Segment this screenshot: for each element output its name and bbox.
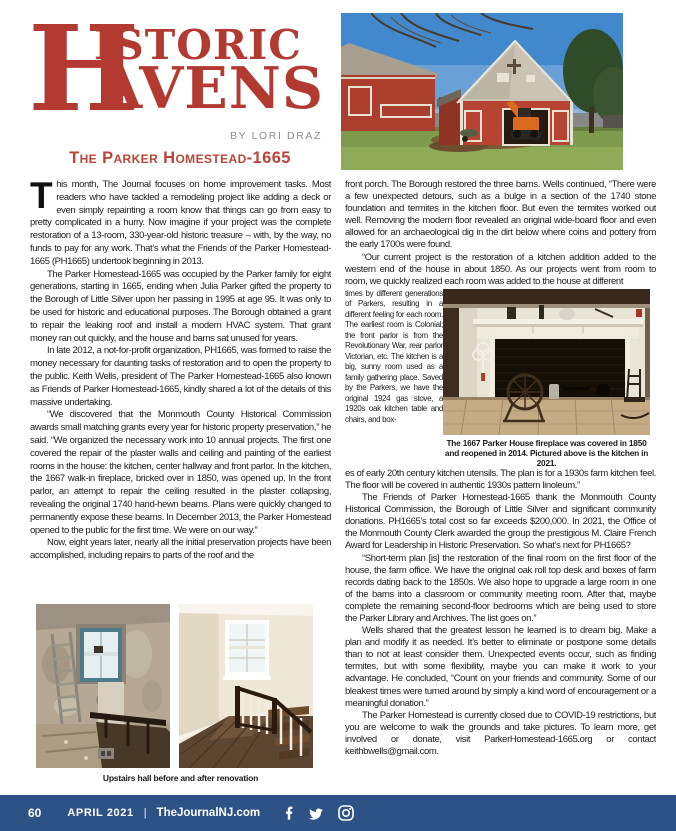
paragraph: Now, eight years later, nearly all the initial preservation projects have been accomplished, including repairs to parts of the roof and the [30, 537, 331, 562]
paragraph: The Parker Homestead is currently closed due to COVID-19 restrictions, but you are welcome to walk the grounds and take pictures. To learn more, get involved or donate, visit ParkerHomestead-1665.org or contact keithbwells@gmail.com. [345, 709, 656, 757]
footer-bar [0, 795, 676, 831]
footer-separator: | [143, 807, 147, 819]
masthead [28, 0, 332, 174]
fireplace-photo [443, 289, 650, 435]
twitter-icon[interactable] [307, 806, 325, 821]
column-2 [345, 179, 656, 793]
paragraph: es of early 20th century kitchen utensils. The plan is for a 1930s farm kitchen feel. The floor will be covered in authentic 1930s pattern linoleum.” [345, 467, 656, 491]
paragraph: In late 2012, a not-for-profit organization, PH1665, was formed to raise the money necessary for daunting tasks of restoration and to open the property to the public. Keith Wells, president of The Parker Homestead-1665 also known as Friends of Parker Homestead-1665, kindly shared a lot of the details of this massive undertaking. [30, 345, 331, 408]
website-link[interactable]: TheJournalNJ.com [156, 807, 261, 819]
fireplace-caption: The 1667 Parker House fireplace was covered in 1850 and reopened in 2014. Pictured above is the kitchen in 2021. [444, 437, 649, 468]
paragraph: “We discovered that the Monmouth County Historical Commission awards small matching grants every year for historic property preservation,” he said. “We organized the necessary work into 10 annual projects. The first one covered the repair of the plaster walls and ceiling and painting of the earliest rooms in the house: the kitchen, center hallway and front parlor. In the kitchen, the 1667 walk-in fireplace, bricked over in 1850, was opened up. In the front parlor, an attempt to repair the ceiling resulted in the plaster collapsing, revealing the original 1740 hand-hewn beams. Plans were quickly changed to permanently expose these beams. In December 2013, the Parker Homestead opened to the public for the first time. We were on our way.” [30, 409, 331, 536]
paragraph: “Our current project is the restoration of a kitchen addition added to the western end of the house in about 1850. As our projects went from room to room, we quickly realized each room was added to the house at different [345, 251, 656, 287]
issue-date: APRIL 2021 [67, 807, 134, 819]
social-icons [284, 805, 354, 821]
byline: BY LORI DRAZ [230, 130, 322, 142]
page-number: 60 [28, 806, 42, 820]
facebook-icon[interactable] [284, 805, 294, 821]
title-line-2: AVENS [98, 55, 325, 122]
fireplace-wrap-row [345, 289, 656, 468]
instagram-icon[interactable] [338, 805, 354, 821]
title-initial: H [28, 0, 140, 138]
paragraph-text: his month, The Journal focuses on home improvement tasks. Most readers who have tackled a remodeling project like adding a deck or even simply repainting a room know that things can go from easy to pretty complicated in a hurry. Now imagine if your project was the complete restoration of a 13-room, 330-year-old historic treasure – with, by the way, no funds to pay for any work. That’s what the Friends of the Parker Homestead-1665 (PH1665) undertook beginning in 2013. [30, 179, 331, 267]
title-line-1: ISTORIC [94, 21, 302, 69]
drop-cap: T [30, 179, 53, 216]
paragraph: The Parker Homestead-1665 was occupied by the Parker family for eight generations, starting in 1665, ending when Julia Parker gifted the property to the Borough of Little Silver upon her passing in 1995 at age 95. It was only to be used for historic and educational purposes. The Borough obtained a grant to repair the leaking roof and install a modern HVAC system. That grant money ran out quickly, and the house and barns sat unused for years. [30, 268, 331, 344]
paragraph: Wells shared that the greatest lesson he learned is to dream big. Make a plan and modify it as needed. It’s better to eliminate or postpone some details than to not at least consider them. Unexpected events occur, such as finding termites, but with some flexibility, maybe you can make it work to your advantage. He concluded, “Count on your friends and community. Some of our bleakest times were turned around by simply a kind word of encouragement or a meaningful donation.” [345, 625, 656, 709]
paragraph: The Friends of Parker Homestead-1665 thank the Monmouth County Historical Commission, the Borough of Little Silver and significant community donations. PH1665’s total cost so far exceeds $200,000. In 2021, the Office of the Monmouth County Clerk awarded the group the prestigious M. Claire French Award for Leadership in Historic Preservation. So what’s next for PH1665? [345, 492, 656, 552]
stairs-figure [30, 604, 331, 783]
paragraph: “Short-term plan [is] the restoration of the final room on the first floor of the house, the farm office. We have the original oak roll top desk and boxes of farm records dating back to the 1850s. We also hope to upgrade a large room in one of the barns into a classroom or community meeting room. After that, maybe complete the remaining second-floor bedrooms which are being used to store the Parker Library and Archives. The list goes on.” [345, 552, 656, 624]
column-1 [30, 179, 331, 603]
fireplace-figure [443, 289, 650, 468]
stairs-before-photo [36, 604, 170, 768]
paragraph: times by different generations of Parkers, resulting in a different feeling for each room. The earliest room is Colonial; the front parlor is from the Revolutionary War, rear parlor Victorian, etc. The kitchen is a big, sunny room used as a family gathering place. Saved by the Parkers, we have the original 1924 gas stove, a 1920s oak kitchen table and chairs, and box- [345, 288, 443, 424]
paragraph [30, 179, 331, 269]
stairs-after-photo [179, 604, 313, 768]
article-subtitle: The Parker Homestead-1665 [69, 149, 291, 167]
barn-photo [341, 13, 623, 170]
paragraph: front porch. The Borough restored the three barns. Wells continued, “There were a few unexpected detours, such as a bulge in a section of the 1740 stone foundation and termites in the kitchen floor. But even the termites worked out well. Removing the modern floor revealed an original wide-board floor and even allowed for an archaeological dig in the dirt below where coins and pottery from the early 1700s were found. [345, 179, 656, 251]
stairs-caption: Upstairs hall before and after renovation [102, 773, 259, 783]
